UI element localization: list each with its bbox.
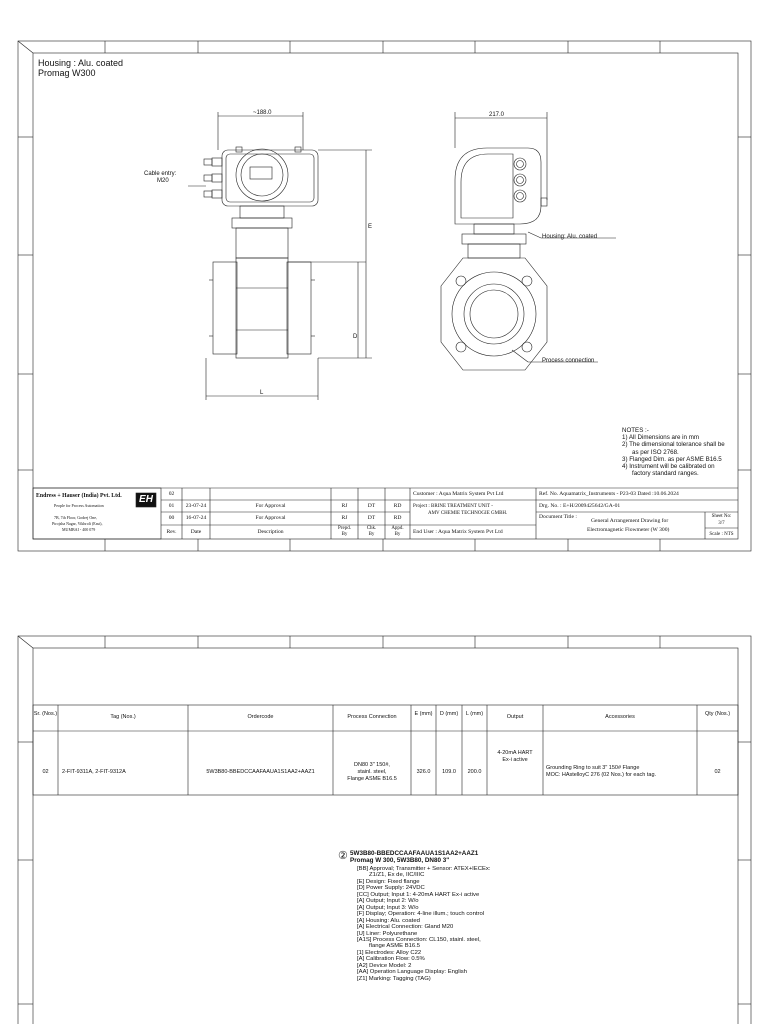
cell-tag: 2-FIT-9311A, 2-FIT-9312A (62, 769, 126, 775)
end-user: End User : Aqua Matrix System Pvt Ltd (413, 529, 503, 535)
rev-prepared-by: RJ (341, 503, 348, 509)
spec-line: [D] Power Supply: 24VDC (357, 885, 425, 892)
rev-number: 02 (168, 491, 175, 497)
company-name: Endress + Hauser (India) Pvt. Ltd. (36, 493, 122, 499)
spec-ordercode: 5W3B80-BBEDCCAAFAAUA1S1AA2+AAZ1 (350, 850, 479, 857)
spec-line: [U] Liner: Polyurethane (357, 930, 418, 937)
sheet-number-label: Sheet No: (711, 514, 732, 519)
company-address-line: Pirojsha Nagar, Vikhroli (East), (52, 521, 103, 526)
checked-header: Chk. (366, 526, 377, 531)
cell-accessories: Grounding Ring to suit 3" 150# Flange (546, 765, 640, 771)
spec-line: [A2] Device Model: 2 (357, 962, 412, 969)
cell-ordercode: 5W3B80-BBEDCCAAFAAUA1S1AA2+AAZ1 (206, 769, 315, 775)
rev-description: For Approval (255, 515, 286, 521)
description-header: Description (257, 529, 284, 535)
reference-number: Ref. No. Aquamatrix_Instruments - P23-03 Dated :10.06.2024 (539, 491, 679, 497)
rev-date: 23-07-24 (185, 503, 207, 509)
notes-block (622, 427, 725, 477)
spec-line: Z1/Z1, Ex de, IIC/IIIC (369, 872, 425, 879)
col-header-output: Output (506, 714, 524, 720)
spec-model: Promag W 300, 5W3B80, DN80 3" (350, 857, 450, 864)
document-title-label: Document Title : (539, 514, 577, 520)
sheet-number: 3/7 (718, 521, 725, 526)
spec-line: [AA] Operation Language Display: English (357, 969, 468, 976)
checked-header-by: By (368, 532, 375, 537)
cell-e: 326.0 (416, 769, 431, 775)
spec-line: [1] Electrodes: Alloy C22 (357, 949, 422, 956)
col-header-sr: Sr. (Nos.) (33, 711, 58, 717)
project-line2: AMV CHEMIE TECHNOGIE GMBH. (428, 511, 508, 516)
spec-line: [F] Display; Operation: 4-line illum.; touch control (357, 911, 485, 918)
date-header: Date (190, 529, 202, 535)
cell-process-connection-line3: Flange ASME B16.5 (347, 776, 397, 782)
dimension-depth: 217.0 (489, 112, 505, 118)
note-line: 3) Flanged Dim. as per ASME B16.5 (622, 455, 722, 463)
spec-line: flange ASME B16.5 (369, 943, 421, 950)
rev-description: For Approval (255, 503, 286, 509)
document-title-line2: Electromagnetic Flowmeter (W 300) (587, 527, 670, 533)
rev-date: 16-07-24 (185, 515, 207, 521)
company-logo: EH (139, 494, 153, 505)
note-line: as per ISO 2768. (632, 448, 679, 456)
rev-checked-by: DT (367, 515, 376, 521)
dimension-e-label: E (368, 224, 373, 230)
drawing-number: Drg. No. : E+H/2009425642/GA-01 (539, 503, 621, 509)
col-header-process-connection: Process Connection (347, 714, 397, 720)
spec-line: [A] Calibration Flow: 0.5% (357, 956, 425, 963)
cable-entry-size: M20 (157, 178, 169, 184)
cell-process-connection-line2: stainl. steel, (357, 769, 387, 775)
rev-header: Rev. (166, 529, 177, 535)
company-address-line: 7B, 7th Floor, Godrej One, (54, 515, 98, 520)
spec-line: [A] Housing: Alu. coated (357, 917, 420, 924)
note-line: 2) The dimensional tolerance shall be (622, 441, 725, 449)
housing-label: Housing: Alu. coated (542, 234, 598, 240)
dimension-width: ~188.0 (253, 110, 272, 116)
col-header-accessories: Accessories (605, 714, 635, 720)
rev-number: 01 (168, 503, 175, 509)
col-header-ordercode: Ordercode (247, 714, 274, 720)
drawing-title: Housing : Alu. coated (38, 58, 124, 68)
note-line: factory standard ranges. (632, 470, 699, 478)
project: Project : BRINE TREATMENT UNIT - (413, 504, 493, 509)
document-title: General Arrangement Drawing for (591, 518, 669, 524)
spec-list (357, 866, 490, 982)
cable-entry-label: Cable entry: (144, 171, 177, 177)
rev-number: 00 (168, 515, 175, 521)
cell-output-line2: Ex-i active (502, 757, 528, 763)
company-address-line: MUMBAI - 400 079 (62, 527, 96, 532)
rev-approved-by: RD (393, 515, 402, 521)
spec-line: [Z1] Marking: Tagging (TAG) (357, 975, 431, 982)
dimension-l-label: L (260, 390, 264, 396)
col-header-tag: Tag (Nos.) (110, 714, 136, 720)
drawing-subtitle: Promag W300 (38, 68, 96, 78)
scale: Scale : NTS (709, 532, 734, 537)
cell-accessories-line2: MOC: HAstelloyC 276 (02 Nos.) for each tag. (546, 772, 657, 778)
spec-line: [A] Output; Input 3: W/o (357, 904, 419, 911)
process-connection-label: Process connection (542, 358, 595, 364)
company-tagline: People for Process Automation (54, 503, 104, 508)
col-header-d: D (mm) (439, 711, 459, 717)
spec-line: [CC] Output; Input 1: 4-20mA HART Ex-i active (357, 891, 480, 898)
col-header-l: L (mm) (465, 711, 484, 717)
col-header-e: E (mm) (414, 711, 433, 717)
notes-title: NOTES :- (622, 427, 649, 434)
spec-line: [BB] Approval; Transmitter + Sensor: ATEX+IECEx: (357, 866, 491, 872)
prepared-header: Prepd. (338, 526, 351, 531)
dimension-d-label: D (353, 334, 358, 340)
note-line: 4) Instrument will be calibrated on (622, 463, 715, 471)
note-line: 1) All Dimensions are in mm (622, 434, 700, 442)
prepared-header-by: By (341, 532, 348, 537)
cell-process-connection: DN80 3" 150#, (354, 762, 390, 768)
spec-line: [A] Output; Input 2: W/o (357, 898, 419, 905)
cell-sr: 02 (42, 769, 49, 775)
customer: Customer : Aqua Matrix System Pvt Ltd (413, 491, 504, 497)
cell-qty: 02 (714, 769, 721, 775)
spec-line: [E] Design: Fixed flange (357, 878, 420, 885)
spec-line: [A] Electrical Connection: Gland M20 (357, 924, 454, 931)
rev-checked-by: DT (367, 503, 376, 509)
spec-line: [A1S] Process Connection: CL150, stainl. steel, (357, 936, 481, 943)
spec-marker: ② (338, 850, 348, 862)
rev-prepared-by: RJ (341, 515, 348, 521)
cell-output: 4-20mA HART (497, 750, 533, 756)
cell-d: 109.0 (442, 769, 456, 775)
approved-header: Appd. (391, 526, 404, 531)
cell-l: 200.0 (467, 769, 482, 775)
approved-header-by: By (394, 532, 401, 537)
col-header-qty: Qty (Nos.) (704, 711, 731, 717)
rev-approved-by: RD (393, 503, 402, 509)
